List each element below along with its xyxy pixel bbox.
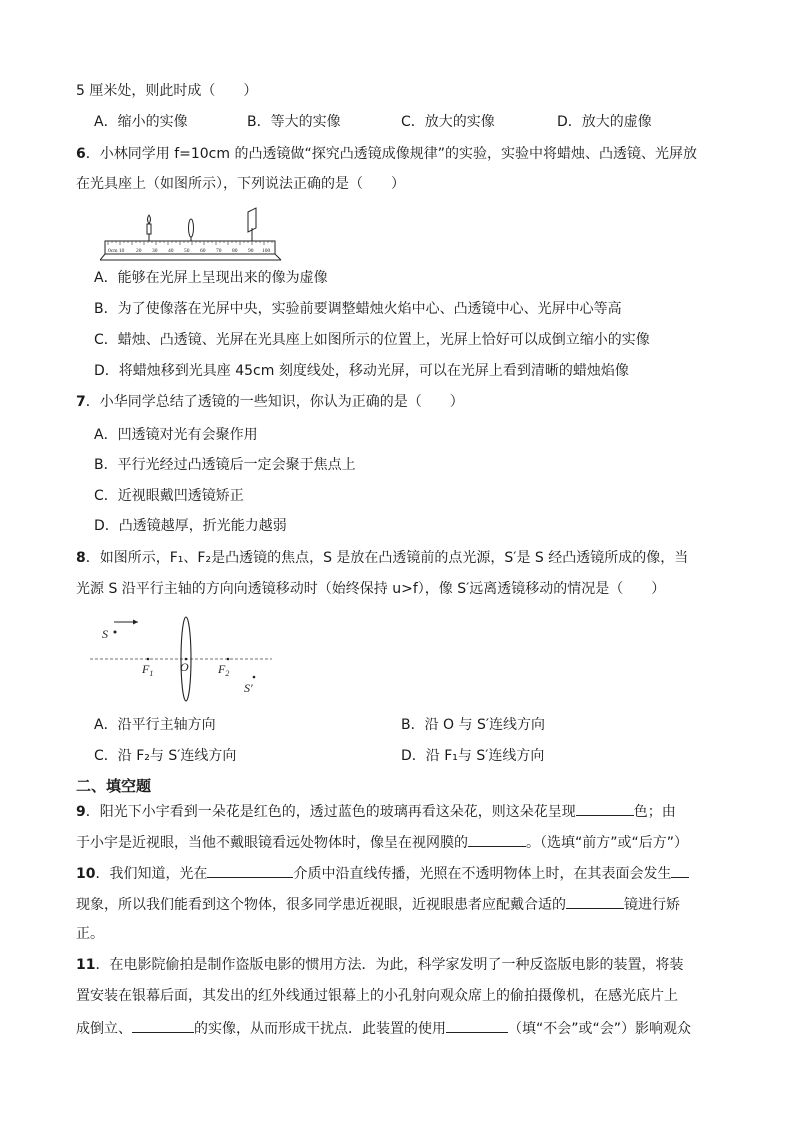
point-source-s — [114, 631, 117, 634]
label-f1: $F_1$ — [142, 662, 154, 678]
q7-number: 7 — [76, 394, 86, 410]
q9-text-1b: 色；由 — [633, 804, 676, 820]
q5-option-a: A．缩小的实像 — [94, 114, 188, 130]
q9-text-2a: 于小宇是近视眼，当他不戴眼镜看远处物体时，像呈在视网膜的 — [76, 835, 468, 851]
candle — [147, 224, 151, 234]
q9-blank-1[interactable] — [576, 801, 634, 816]
q8-option-d: D．沿 F₁与 S′连线方向 — [401, 748, 545, 764]
ruler-tick-80: 80 — [232, 248, 238, 254]
q6-stem-text: ．小林同学用 f=10cm 的凸透镜做“探究凸透镜成像规律”的实验，实验中将蜡烛、凸透镜、光屏放 — [85, 146, 697, 162]
image-s-prime-dot — [253, 676, 256, 679]
ruler-tick-50: 50 — [184, 248, 190, 254]
q7-stem — [76, 393, 464, 411]
ruler-label-start: 0cm 10 — [108, 248, 125, 254]
q6-option-c: C．蜡烛、凸透镜、光屏在光具座上如图所示的位置上，光屏上恰好可以成倒立缩小的实像 — [94, 332, 650, 348]
ruler-tick-100: 100 — [262, 248, 271, 254]
q5-stem-tail: 5 厘米处，则此时成（ ） — [76, 83, 258, 99]
focus-f2-dot — [227, 658, 230, 661]
q7-option-d: D．凸透镜越厚，折光能力越弱 — [94, 518, 287, 534]
q8-stem-line2: 光源 S 沿平行主轴的方向向透镜移动时（始终保持 u>f），像 S′远离透镜移动的情况是（ ） — [76, 581, 666, 597]
q8-stem-line1 — [76, 549, 688, 567]
q6-number: 6 — [76, 146, 86, 162]
ruler-tick-40: 40 — [168, 248, 174, 254]
section-title-fill-in: 二、填空题 — [76, 777, 152, 795]
q11-blank-2[interactable] — [446, 1018, 508, 1033]
arrow-head — [133, 620, 138, 625]
q10-text-1a: ．我们知道，光在 — [95, 866, 208, 882]
q10-line3: 正。 — [76, 926, 104, 942]
q10-text-1b: 介质中沿直线传播，光照在不透明物体上时，在其表面会发生 — [293, 866, 672, 882]
q8-option-a: A．沿平行主轴方向 — [94, 717, 216, 733]
label-f2: $F_2$ — [218, 662, 230, 678]
q9-blank-2[interactable] — [468, 832, 526, 847]
q7-stem-text: ．小华同学总结了透镜的一些知识，你认为正确的是（ ） — [85, 394, 464, 410]
lens — [189, 219, 194, 237]
q5-option-d: D．放大的虚像 — [557, 114, 652, 130]
ruler-tick-30: 30 — [152, 248, 158, 254]
q8-stem-text: ．如图所示，F₁、F₂是凸透镜的焦点，S 是放在凸透镜前的点光源，S′是 S 经凸透镜所成的像，当 — [85, 550, 689, 566]
q11-line1 — [76, 956, 683, 974]
q7-option-c: C．近视眼戴凹透镜矫正 — [94, 488, 244, 504]
q11-text-3b: 的实像，从而形成干扰点．此装置的使用 — [194, 1021, 446, 1037]
q10-blank-2[interactable] — [671, 863, 689, 878]
q10-number: 10 — [76, 866, 96, 882]
label-s-prime: S′ — [244, 681, 253, 695]
q9-text-1a: ．阳光下小宇看到一朵花是红色的，透过蓝色的玻璃再看这朵花，则这朵花呈现 — [85, 804, 576, 820]
q5-option-c: C．放大的实像 — [401, 114, 495, 130]
candle-flame — [148, 215, 151, 224]
q8-option-c: C．沿 F₂与 S′连线方向 — [94, 748, 237, 764]
q10-line1 — [76, 863, 689, 883]
q8-option-b: B．沿 O 与 S′连线方向 — [401, 717, 546, 733]
q10-blank-1[interactable] — [207, 863, 293, 878]
q9-number: 9 — [76, 804, 86, 820]
q6-stem-line2: 在光具座上（如图所示），下列说法正确的是（ ） — [76, 176, 405, 192]
q5-option-b: B．等大的实像 — [247, 114, 341, 130]
q11-line2: 置安装在银幕后面，其发出的红外线通过银幕上的小孔射向观众席上的偷拍摄像机，在感光底片上 — [76, 988, 678, 1004]
q6-option-d: D．将蜡烛移到光具座 45cm 刻度线处，移动光屏，可以在光屏上看到清晰的蜡烛焰像 — [94, 363, 629, 379]
ruler-tick-70: 70 — [216, 248, 222, 254]
q11-blank-1[interactable] — [132, 1018, 194, 1033]
q9-line2 — [76, 832, 688, 852]
q10-text-2b: 镜进行矫 — [624, 897, 680, 913]
q9-line1 — [76, 801, 676, 821]
q11-line3 — [76, 1018, 691, 1038]
q11-text-1: ．在电影院偷拍是制作盗版电影的惯用方法．为此，科学家发明了一种反盗版电影的装置，将装 — [95, 957, 684, 973]
ruler-tick-20: 20 — [136, 248, 142, 254]
ruler-tick-90: 90 — [248, 248, 254, 254]
q10-line2 — [76, 894, 680, 914]
label-s: S — [102, 627, 108, 641]
optical-bench-figure — [100, 200, 284, 262]
q9-text-2b: 。（选填“前方”或“后方”） — [526, 835, 689, 851]
q7-option-a: A．凹透镜对光有会聚作用 — [94, 427, 258, 443]
q7-option-b: B．平行光经过凸透镜后一定会聚于焦点上 — [94, 457, 356, 473]
q6-stem-line1 — [76, 145, 697, 163]
q10-text-2a: 现象，所以我们能看到这个物体，很多同学患近视眼，近视眼患者应配戴合适的 — [76, 897, 566, 913]
lens-figure — [90, 610, 275, 705]
focus-f1-dot — [147, 658, 150, 661]
q8-number: 8 — [76, 550, 86, 566]
q11-number: 11 — [76, 957, 96, 973]
q10-blank-3[interactable] — [566, 894, 624, 909]
q11-text-3c: （填“不会”或“会”）影响观众 — [508, 1021, 692, 1037]
q6-option-a: A．能够在光屏上呈现出来的像为虚像 — [94, 270, 328, 286]
q6-option-b: B．为了使像落在光屏中央，实验前要调整蜡烛火焰中心、凸透镜中心、光屏中心等高 — [94, 301, 622, 317]
ruler-tick-60: 60 — [200, 248, 206, 254]
label-o: O — [180, 660, 189, 674]
q11-text-3a: 成倒立、 — [76, 1021, 132, 1037]
